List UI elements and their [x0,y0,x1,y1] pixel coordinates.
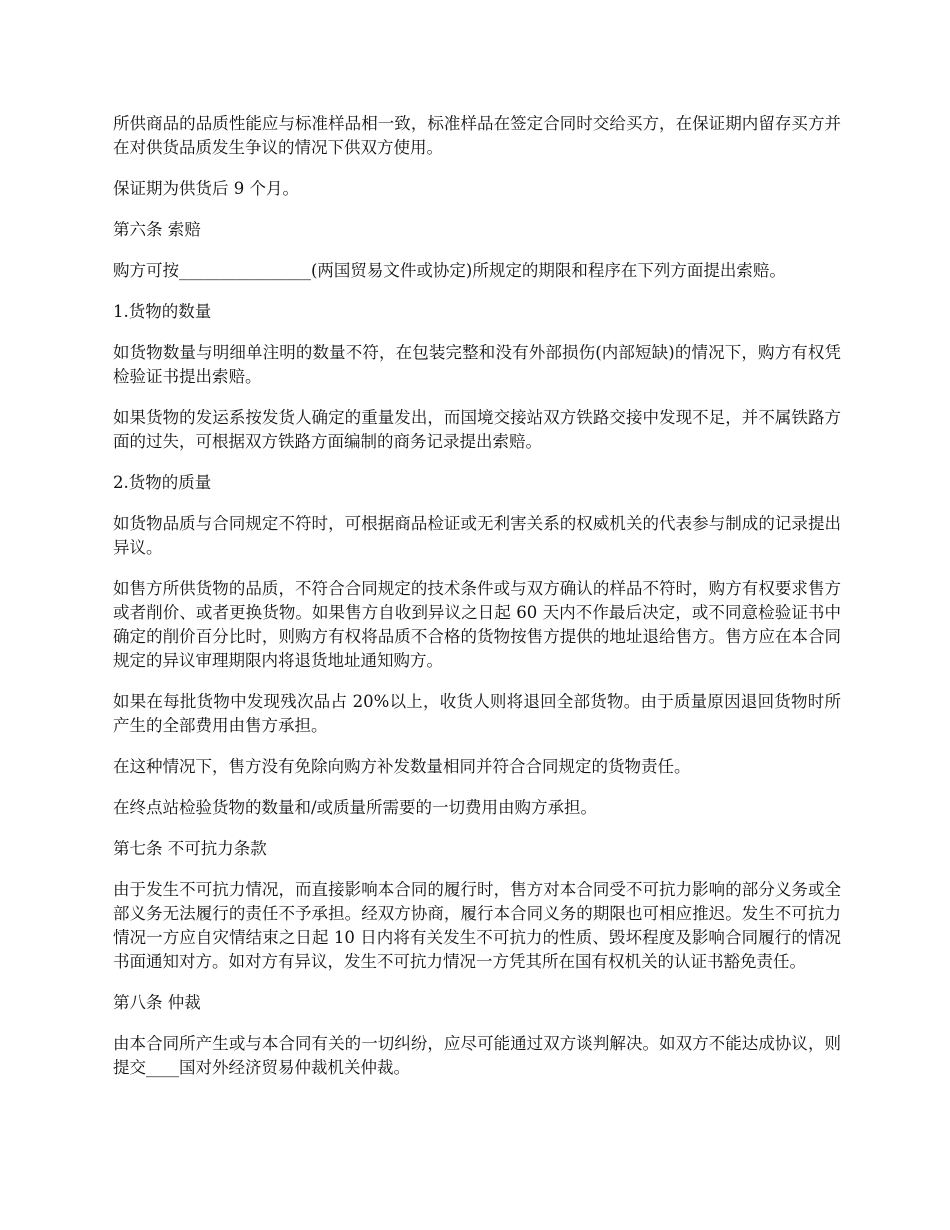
paragraph-arbitration: 由本合同所产生或与本合同有关的一切纠纷，应尽可能通过双方谈判解决。如双方不能达成协议，则提交____国对外经济贸易仲裁机关仲裁。 [113,1034,841,1077]
paragraph-sample-quality: 所供商品的品质性能应与标准样品相一致，标准样品在签定合同时交给买方，在保证期内留存买方并在对供货品质发生争议的情况下供双方使用。 [113,114,841,157]
paragraph-claim-procedure: 购方可按________________(两国贸易文件或协定)所规定的期限和程序在下列方面提出索赔。 [113,261,786,280]
heading-quantity: 1.货物的数量 [113,302,212,321]
heading-article-6-claims: 第六条 索赔 [113,220,201,239]
heading-article-8-arbitration: 第八条 仲裁 [113,993,201,1012]
paragraph-defective-return: 如果在每批货物中发现残次品占 20%以上，收货人则将退回全部货物。由于质量原因退回货物时所产生的全部费用由售方承担。 [113,692,841,735]
paragraph-force-majeure: 由于发生不可抗力情况，而直接影响本合同的履行时，售方对本合同受不可抗力影响的部分义务或全部义务无法履行的责任不予承担。经双方协商，履行本合同义务的期限也可相应推迟。发生不可抗力情况一方应自灾情结束之日起 10 日内将有关发生不可抗力的性质、毁坏程度及影响合同履行的情况书面通知对方。如对方有异议，发生不可抗力情况一方凭其所在国有权机关的认证书豁免责任。 [113,880,841,971]
heading-article-7-force-majeure: 第七条 不可抗力条款 [113,839,267,858]
paragraph-inspection-costs: 在终点站检验货物的数量和/或质量所需要的一切费用由购方承担。 [113,798,598,817]
heading-quality: 2.货物的质量 [113,473,212,492]
paragraph-quality-objection: 如货物品质与合同规定不符时，可根据商品检证或无利害关系的权威机关的代表参与制成的记录提出异议。 [113,514,841,557]
document-body [113,112,841,1097]
paragraph-replacement-duty: 在这种情况下，售方没有免除向购方补发数量相同并符合合同规定的货物责任。 [113,757,691,776]
paragraph-quantity-mismatch: 如货物数量与明细单注明的数量不符，在包装完整和没有外部损伤(内部短缺)的情况下，购方有权凭检验证书提出索赔。 [113,343,841,386]
paragraph-quality-remedy: 如售方所供货物的品质，不符合合同规定的技术条件或与双方确认的样品不符时，购方有权要求售方或者削价、或者更换货物。如果售方自收到异议之日起 60 天内不作最后决定，或不同意检验证书中确定的削价百分比时，则购方有权将品质不合格的货物按售方提供的地址退给售方。售方应在本合同规定的异议审理期限内将退货地址通知购方。 [113,579,841,670]
paragraph-warranty-period: 保证期为供货后 9 个月。 [113,179,299,198]
paragraph-weight-shortage: 如果货物的发运系按发货人确定的重量发出，而国境交接站双方铁路交接中发现不足，并不属铁路方面的过失，可根据双方铁路方面编制的商务记录提出索赔。 [113,408,841,451]
